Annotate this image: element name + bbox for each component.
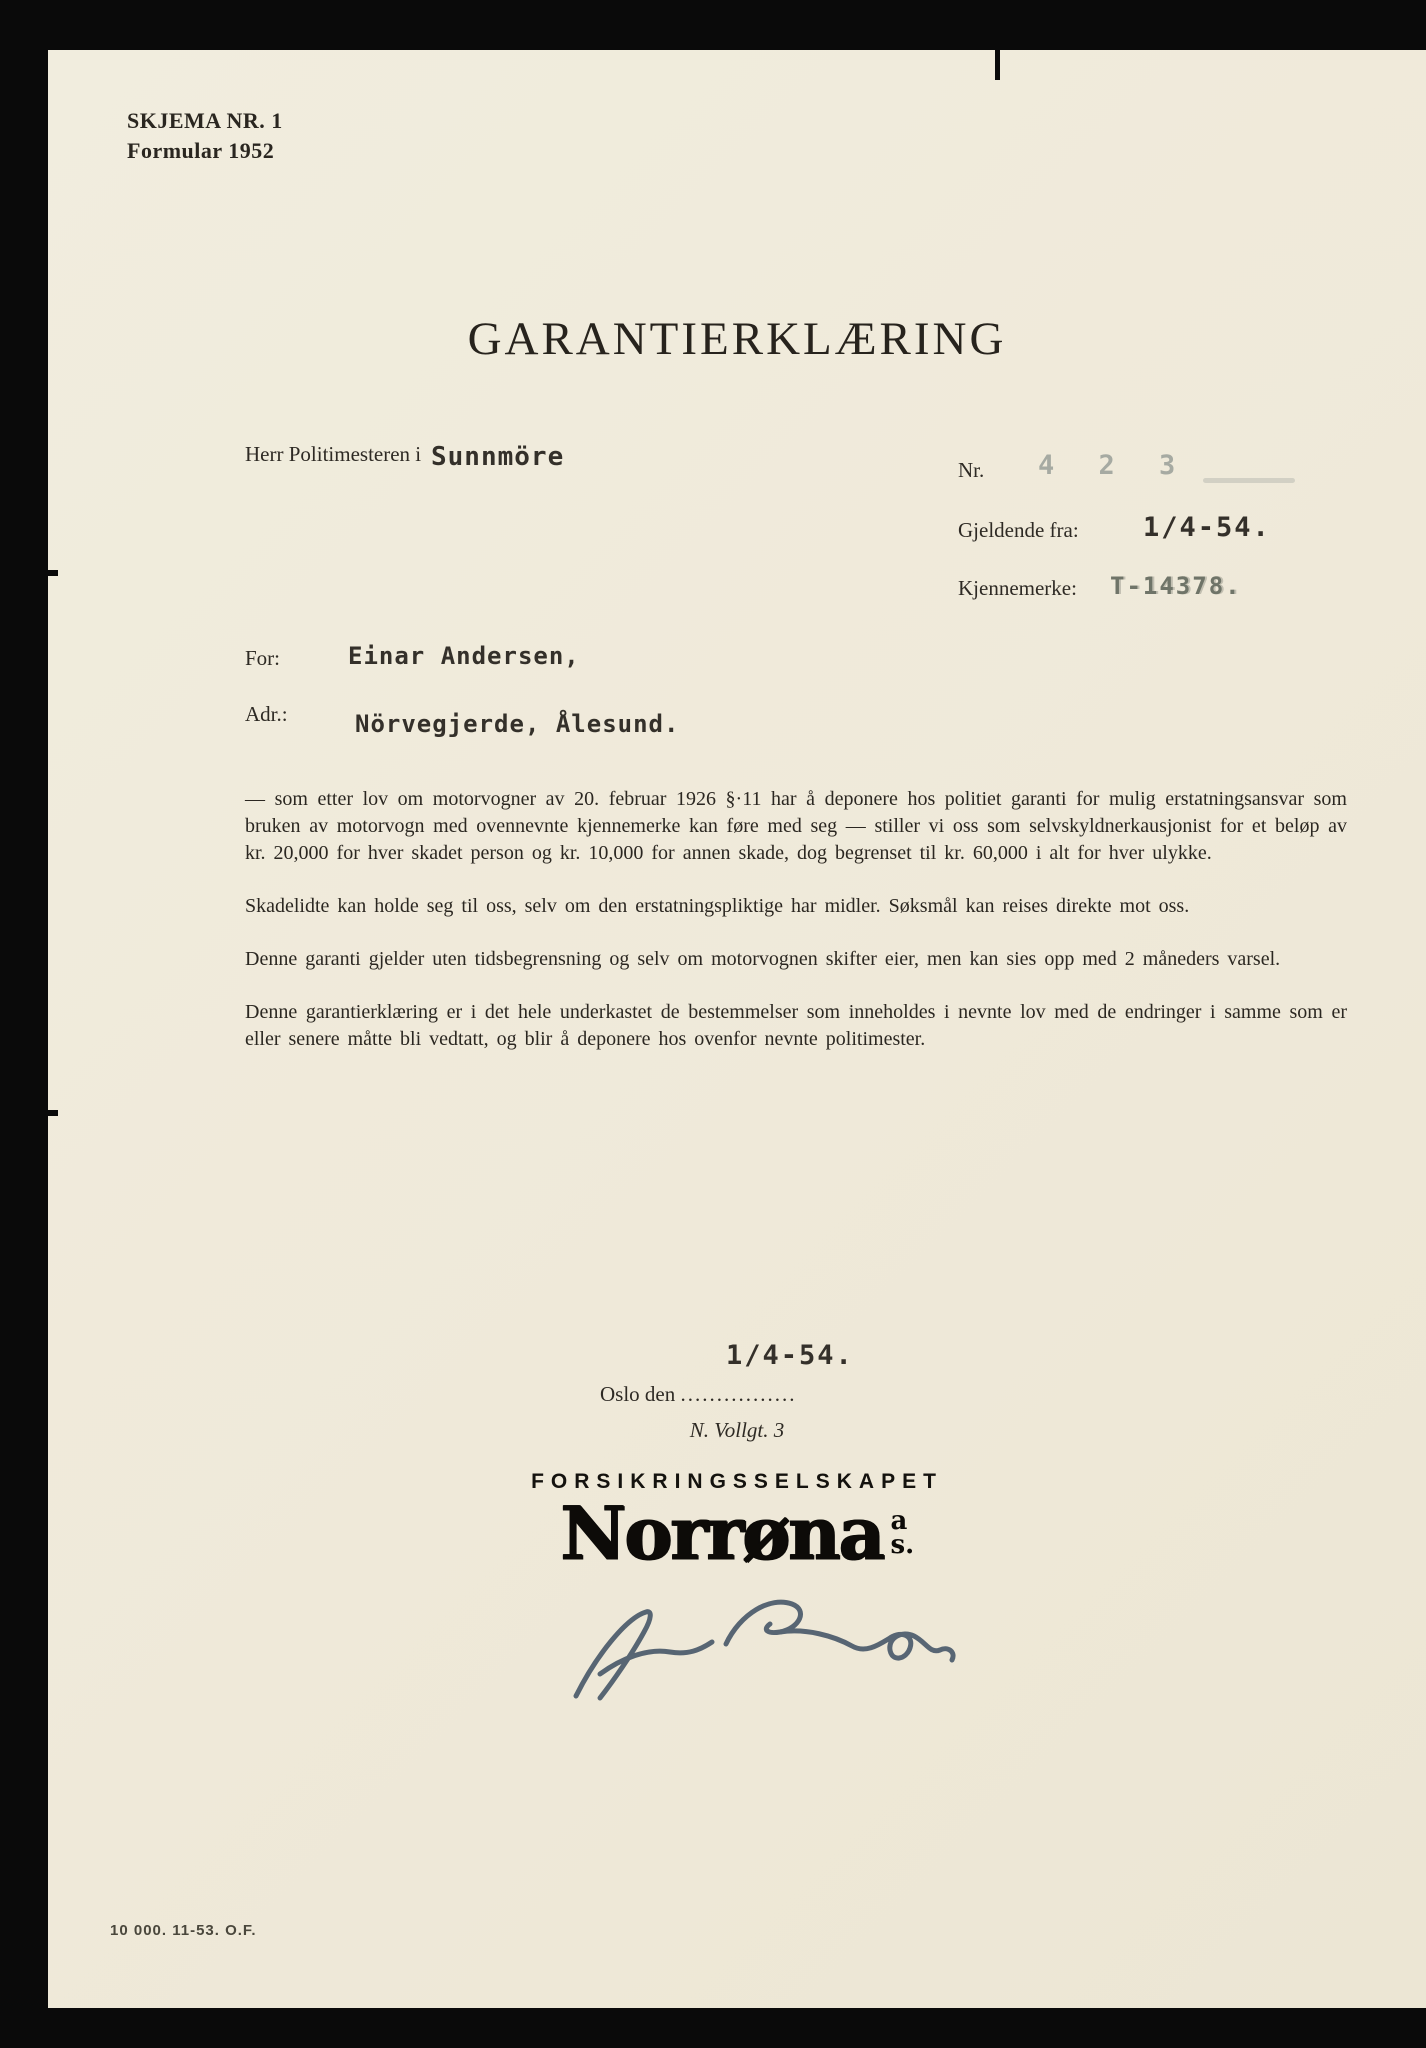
stamp-smudge [1203,478,1295,483]
scan-border-top [0,0,1426,50]
scan-border-left [0,0,48,2048]
suffix-s: s. [890,1529,915,1560]
nr-label: Nr. [958,458,985,482]
recipient-value: Sunnmöre [431,442,565,472]
company-address: N. Vollgt. 3 [689,1418,785,1442]
paragraph-duration: Denne garanti gjelder uten tidsbegrensning og selv om motorvognen skifter eier, men kan sies opp med 2 måneders varsel. [245,948,1281,970]
for-value: Einar Andersen, [348,642,580,670]
edge-mark-upper [28,570,58,576]
paragraph-legal-basis: Denne garantierklæring er i det hele underkastet de bestemmelser som inneholdes i nevnte lov med de endringer i samme som er eller senere måtte bli vedtatt, og blir å deponere hos ovenfor nevnte politimester. [245,1001,1347,1050]
registration-tick-top [995,50,1000,80]
signature [548,1578,968,1728]
valid-from-value: 1/4-54. [1143,512,1271,543]
company-logo [48,1490,1426,1575]
typed-date: 1/4-54. [726,1340,854,1371]
company-suffix-as [890,1505,915,1560]
dotted-line: ................ [680,1382,797,1406]
company-name-logotype: Norrøna [559,1489,883,1576]
form-reference-line2: Formular 1952 [127,138,275,163]
page-title: GARANTIERKLÆRING [467,313,1007,365]
valid-from-label: Gjeldende fra: [958,518,1079,542]
form-reference-line1: SKJEMA NR. 1 [127,108,283,133]
oslo-den-line [600,1382,797,1407]
print-run-code: 10 000. 11-53. O.F. [110,1922,257,1939]
plate-value: T-14378. [1110,572,1242,600]
company-type-line: FORSIKRINGSSELSKAPET [531,1470,943,1493]
paragraph-guarantee-terms: — som etter lov om motorvogner av 20. februar 1926 §·11 har å deponere hos politiet garanti for mulig erstatningsansvar som bruken av motorvogn med ovennevnte kjennemerke kan føre med seg — stiller vi oss som selvskyldnerkausjonist for et beløp av kr. 20,000 for hver skadet person og kr. 10,000 for annen skade, dog begrenset til kr. 60,000 i alt for hver ulykke. [245,788,1347,864]
form-reference [127,106,283,166]
adr-label: Adr.: [245,702,288,726]
adr-value: Nörvegjerde, Ålesund. [355,710,680,738]
body-text [245,786,1347,1079]
paragraph-injured-party: Skadelidte kan holde seg til oss, selv om den erstatningspliktige har midler. Søksmål kan reises direkte mot oss. [245,895,1190,917]
for-label: For: [245,646,281,670]
suffix-a: a [890,1505,908,1536]
recipient-label: Herr Politimesteren i [245,442,422,466]
scan-border-bottom [0,2008,1426,2048]
nr-stamped-value: 4 2 3 [1038,450,1190,481]
edge-mark-lower [28,1110,58,1116]
oslo-den-label: Oslo den [600,1382,676,1406]
plate-label: Kjennemerke: [958,576,1077,600]
document-page [48,50,1426,2008]
